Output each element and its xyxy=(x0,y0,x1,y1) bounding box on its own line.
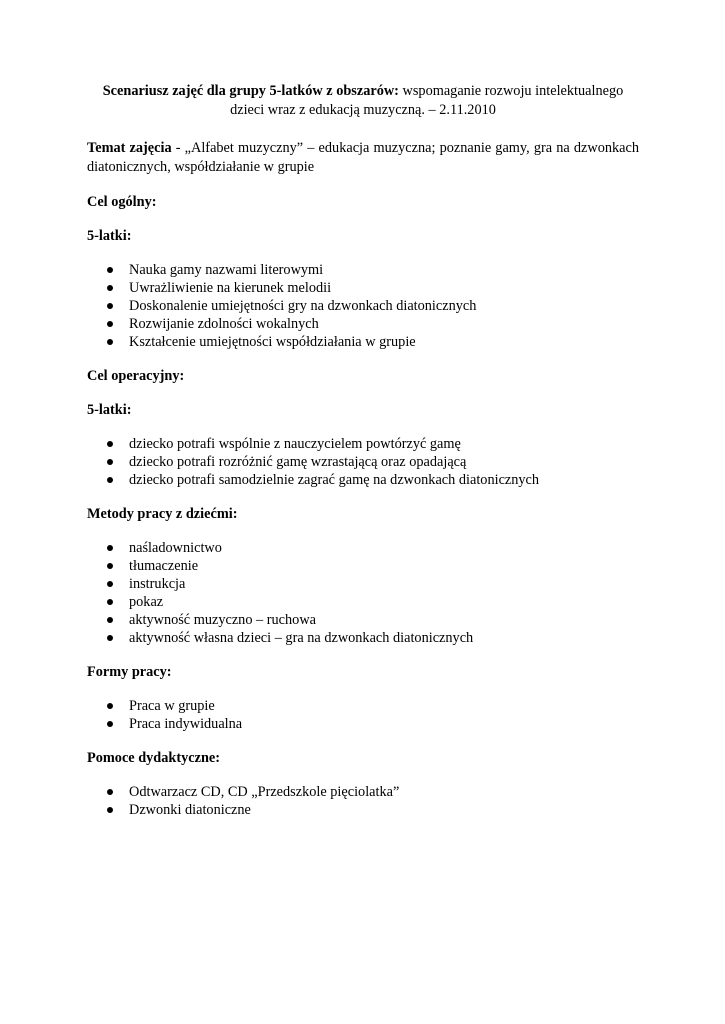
operational-goal-subheading: 5-latki: xyxy=(87,402,132,418)
list-item: Nauka gamy nazwami literowymi xyxy=(87,261,639,279)
aids-list xyxy=(87,783,639,819)
bullet-icon xyxy=(107,617,113,623)
list-item: instrukcja xyxy=(87,575,639,593)
document-page xyxy=(87,82,639,835)
list-item: aktywność własna dzieci – gra na dzwonkach diatonicznych xyxy=(87,629,639,647)
general-goal-subheading: 5-latki: xyxy=(87,228,132,244)
title-rest: wspomaganie rozwoju intelektualnego dzieci wraz z edukacją muzyczną. – 2.11.2010 xyxy=(230,83,624,118)
topic-text: - „Alfabet muzyczny” – edukacja muzyczna; poznanie gamy, gra na dzwonkach diatonicznych, współdziałanie w grupie xyxy=(87,140,640,175)
general-goal-list xyxy=(87,261,639,351)
list-item: Dzwonki diatoniczne xyxy=(87,801,639,819)
list-item: Kształcenie umiejętności współdziałania w grupie xyxy=(87,333,639,351)
bullet-icon xyxy=(107,267,113,273)
aids-heading: Pomoce dydaktyczne: xyxy=(87,750,221,766)
general-goal-heading: Cel ogólny: xyxy=(87,194,157,210)
bullet-icon xyxy=(107,441,113,447)
topic-label: Temat zajęcia xyxy=(87,140,172,156)
operational-goal-heading: Cel operacyjny: xyxy=(87,368,185,384)
list-item: naśladownictwo xyxy=(87,539,639,557)
forms-heading: Formy pracy: xyxy=(87,664,172,680)
list-item: Odtwarzacz CD, CD „Przedszkole pięciolatka” xyxy=(87,783,639,801)
bullet-icon xyxy=(107,285,113,291)
operational-goal-list xyxy=(87,435,639,489)
bullet-icon xyxy=(107,581,113,587)
bullet-icon xyxy=(107,321,113,327)
bullet-icon xyxy=(107,477,113,483)
bullet-icon xyxy=(107,789,113,795)
list-item: dziecko potrafi rozróżnić gamę wzrastającą oraz opadającą xyxy=(87,453,639,471)
list-item: pokaz xyxy=(87,593,639,611)
bullet-icon xyxy=(107,545,113,551)
list-item: dziecko potrafi samodzielnie zagrać gamę na dzwonkach diatonicznych xyxy=(87,471,639,489)
list-item: Praca w grupie xyxy=(87,697,639,715)
list-item: tłumaczenie xyxy=(87,557,639,575)
bullet-icon xyxy=(107,599,113,605)
document-title xyxy=(87,82,639,120)
list-item: dziecko potrafi wspólnie z nauczycielem powtórzyć gamę xyxy=(87,435,639,453)
list-item: Doskonalenie umiejętności gry na dzwonkach diatonicznych xyxy=(87,297,639,315)
bullet-icon xyxy=(107,339,113,345)
list-item: Uwrażliwienie na kierunek melodii xyxy=(87,279,639,297)
title-bold: Scenariusz zajęć dla grupy 5-latków z obszarów: xyxy=(102,83,399,99)
lesson-topic xyxy=(87,139,639,177)
list-item: Rozwijanie zdolności wokalnych xyxy=(87,315,639,333)
bullet-icon xyxy=(107,303,113,309)
bullet-icon xyxy=(107,635,113,641)
bullet-icon xyxy=(107,807,113,813)
methods-heading: Metody pracy z dziećmi: xyxy=(87,506,238,522)
forms-list xyxy=(87,697,639,733)
bullet-icon xyxy=(107,703,113,709)
bullet-icon xyxy=(107,721,113,727)
bullet-icon xyxy=(107,563,113,569)
bullet-icon xyxy=(107,459,113,465)
list-item: Praca indywidualna xyxy=(87,715,639,733)
methods-list xyxy=(87,539,639,647)
list-item: aktywność muzyczno – ruchowa xyxy=(87,611,639,629)
